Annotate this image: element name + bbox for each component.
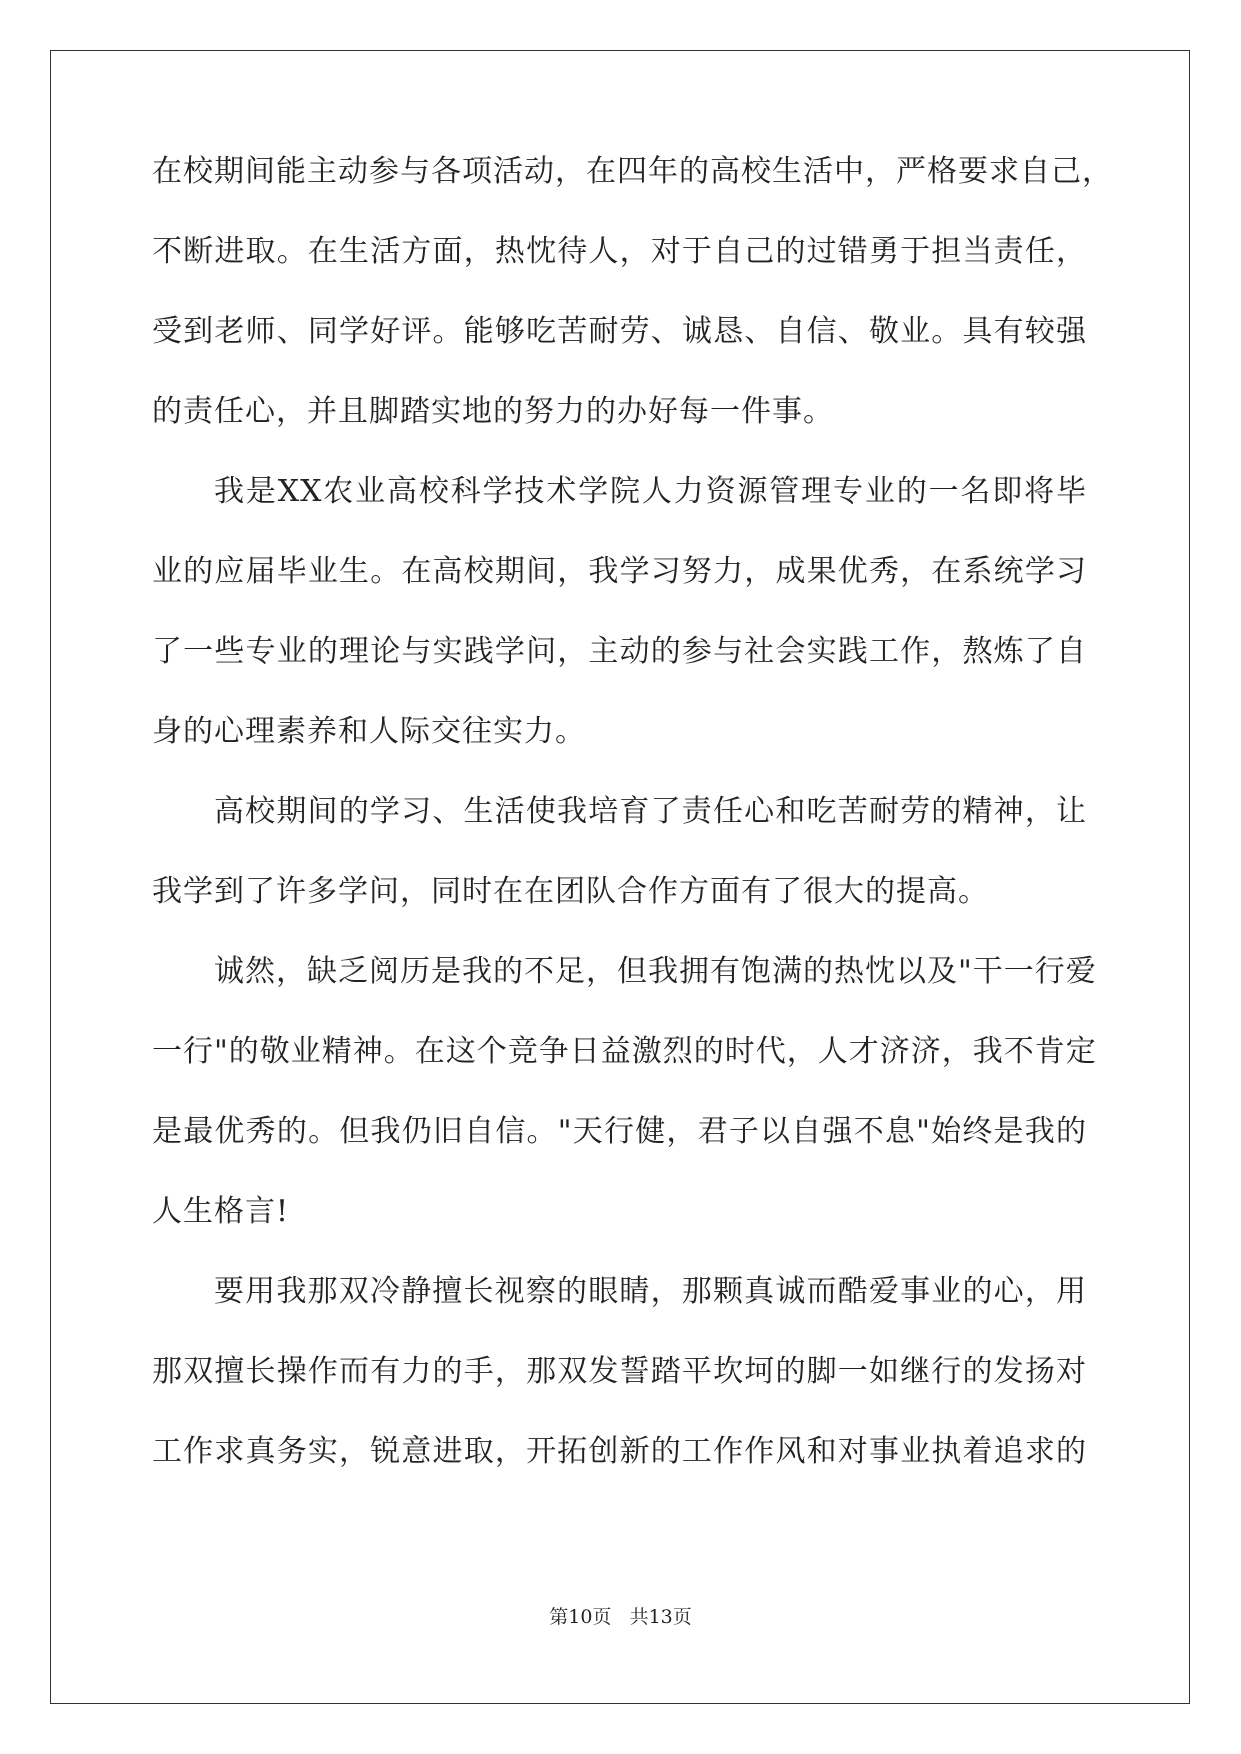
paragraph-first-line: 我是XX农业高校科学技术学院人力资源管理专业的一名即将毕 (214, 474, 1087, 509)
text-line: 身的心理素养和人际交往实力。 (152, 714, 586, 749)
text-line: 的责任心，并且脚踏实地的努力的办好每一件事。 (152, 394, 834, 429)
page-number: 第10页 (549, 1606, 612, 1628)
text-line: 业的应届毕业生。在高校期间，我学习努力，成果优秀，在系统学习 (152, 554, 1087, 589)
text-line: 受到老师、同学好评。能够吃苦耐劳、诚恳、自信、敬业。具有较强 (152, 314, 1087, 349)
text-line: 是最优秀的。但我仍旧自信。"天行健，君子以自强不息"始终是我的 (152, 1114, 1087, 1149)
total-pages: 共13页 (629, 1606, 692, 1628)
paragraph-first-line: 高校期间的学习、生活使我培育了责任心和吃苦耐劳的精神，让 (214, 794, 1087, 829)
paragraph-first-line: 诚然，缺乏阅历是我的不足，但我拥有饱满的热忱以及"干一行爱 (214, 954, 1097, 989)
text-line: 那双擅长操作而有力的手，那双发誓踏平坎坷的脚一如继行的发扬对 (152, 1354, 1087, 1389)
text-line: 了一些专业的理论与实践学问，主动的参与社会实践工作，熬炼了自 (152, 634, 1087, 669)
text-line: 工作求真务实，锐意进取，开拓创新的工作作风和对事业执着追求的 (152, 1434, 1087, 1469)
text-line: 一行"的敬业精神。在这个竞争日益激烈的时代，人才济济，我不肯定 (152, 1034, 1097, 1069)
text-line: 我学到了许多学问，同时在在团队合作方面有了很大的提高。 (152, 874, 989, 909)
paragraph-first-line: 要用我那双冷静擅长视察的眼睛，那颗真诚而酷爱事业的心，用 (214, 1274, 1087, 1309)
text-line: 在校期间能主动参与各项活动，在四年的高校生活中，严格要求自己， (152, 154, 1113, 189)
text-line: 不断进取。在生活方面，热忱待人，对于自己的过错勇于担当责任， (152, 234, 1087, 269)
text-line: 人生格言! (152, 1194, 290, 1229)
page-footer (0, 1605, 1241, 1629)
